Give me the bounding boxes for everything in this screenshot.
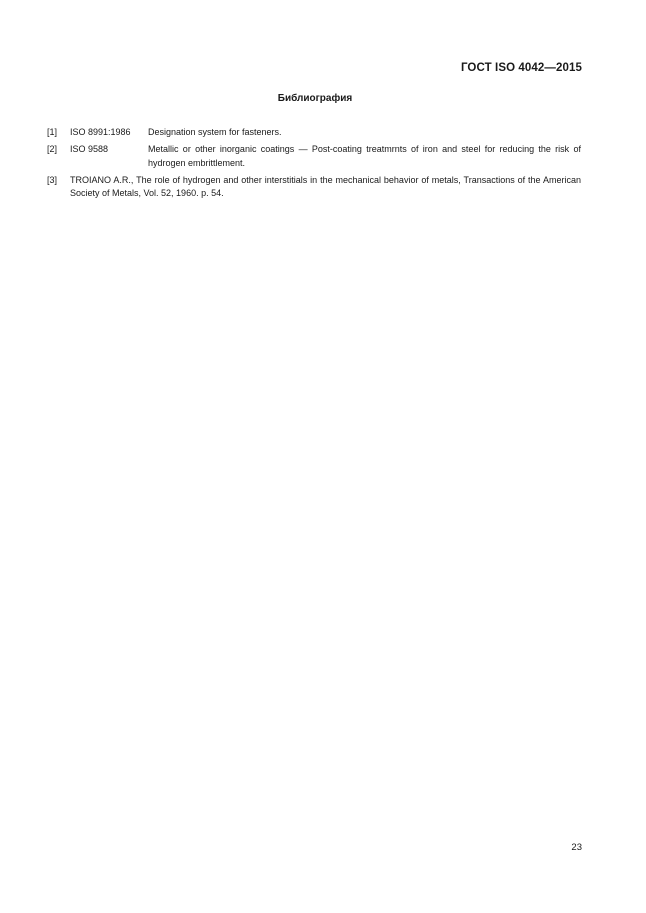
bibliography-entry-1 <box>47 126 581 140</box>
entry-text: Metallic or other inorganic coatings — Post-coating treatmrnts of iron and steel for reducing the risk of hydrogen embrittlement. <box>148 144 581 168</box>
bibliography-list <box>47 126 581 204</box>
bibliography-entry-3 <box>47 174 581 201</box>
section-title-text: Библиография <box>277 93 353 104</box>
bibliography-entry-2 <box>47 143 581 170</box>
document-code-header: ГОСТ ISO 4042—2015 <box>460 62 582 74</box>
page-number: 23 <box>571 842 582 853</box>
entry-text: Designation system for fasteners. <box>148 127 282 137</box>
entry-standard-code: ISO 9588 <box>70 144 109 154</box>
entry-number: [1] <box>47 127 58 137</box>
entry-text: TROIANO A.R., The role of hydrogen and other interstitials in the mechanical behavior of metals, Transactions of the American Society of Metals, Vol. 52, 1960. p. 54. <box>70 174 581 198</box>
entry-standard-code: ISO 8991:1986 <box>70 127 131 137</box>
entry-number: [3] <box>47 174 58 185</box>
entry-number: [2] <box>47 144 58 154</box>
section-title <box>0 93 646 104</box>
